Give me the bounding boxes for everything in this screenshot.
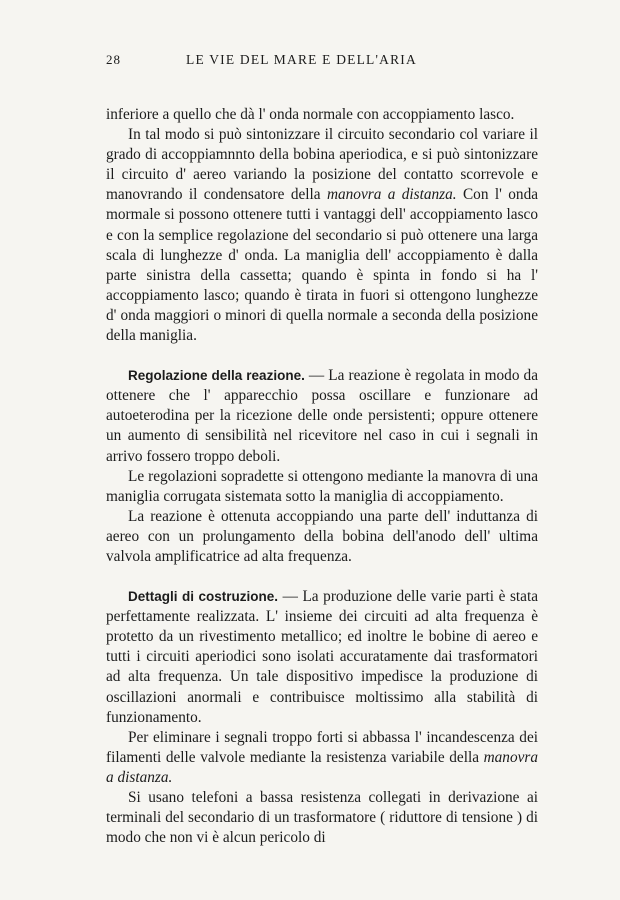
italic-term: manovra a distanza. <box>326 186 457 204</box>
section-heading: Regolazione della reazione. <box>128 368 305 384</box>
paragraph-telefoni <box>106 788 538 848</box>
page-number: 28 <box>106 52 121 67</box>
section-regolazione <box>106 366 538 466</box>
paragraph-text: — La reazione è regolata in modo da ottenere che l' apparecchio possa oscillare e funzionare ad autoeterodina per la ricezione delle onde persistenti; oppure ottenere un aumento di sensibilità nel ricevitore nel caso in cui i segnali in arrivo fossero troppo deboli. <box>106 367 538 465</box>
paragraph-text: inferiore a quello che dà l' onda normale con accoppiamento lasco. <box>106 106 515 123</box>
paragraph-text: La reazione è ottenuta accoppiando una parte dell' induttanza di aereo con un prolungamento della bobina dell'anodo dell' ultima valvola amplificatrice ad alta frequenza. <box>106 507 538 565</box>
paragraph-text: — La produzione delle varie parti è stata perfettamente realizzata. L' insieme dei circuiti ad alta frequenza è protetto da un rivestimento metallico; ed inoltre le bobine di aereo e tutti i circuiti aperiodici sono isolati accuratamente dai trasformatori ad alta frequenza. Un tale dispositivo impedisce la produzione di oscillazioni anormali e contribuisce moltissimo alla stabilità di funzionamento. <box>106 588 538 726</box>
section-heading: Dettagli di costruzione. <box>128 589 279 605</box>
page-body <box>106 105 538 848</box>
paragraph-segnali <box>106 728 538 788</box>
running-title: LE VIE DEL MARE E DELL'ARIA <box>186 52 417 67</box>
paragraph-continuation <box>106 105 538 125</box>
paragraph-text: Si usano telefoni a bassa resistenza collegati in derivazione ai terminali del secondario di un trasformatore ( riduttore di tensione ) di modo che non vi è alcun pericolo di <box>106 789 538 847</box>
paragraph-text: Con l' onda mormale si possono ottenere tutti i vantaggi dell' accoppiamento lasco e con la semplice regolazione del secondario si può ottenere una larga scala di lunghezze d' onda. La maniglia dell' accoppiamento è dalla parte sinistra della cassetta; quando è spinta in fondo si ha l' accoppiamento lasco; quando è tirata in fuori si ottengono lunghezze d' onda maggiori o minori di quella normale a seconda della posizione della maniglia. <box>106 186 539 345</box>
section-dettagli <box>106 587 538 728</box>
paragraph-regolazioni <box>106 467 538 507</box>
paragraph-tuning <box>106 125 538 346</box>
paragraph-reazione <box>106 507 538 567</box>
running-header <box>106 52 540 72</box>
paragraph-text: In tal modo si può sintonizzare il circuito secondario col variare il grado di accoppiamnnto della bobina aperiodica, e si può sintonizzare il circuito d' aereo variando la posizione del contatto scorrevole e manovrando il condensatore della <box>106 126 538 204</box>
paragraph-text: Per eliminare i segnali troppo forti si abbassa l' incandescenza dei filamenti delle valvole mediante la resistenza variabile della <box>106 728 538 766</box>
paragraph-text: Le regolazioni sopradette si ottengono mediante la manovra di una maniglia corrugata sistemata sotto la maniglia di accoppiamento. <box>106 467 538 505</box>
italic-term: manovra a distanza. <box>106 748 538 786</box>
